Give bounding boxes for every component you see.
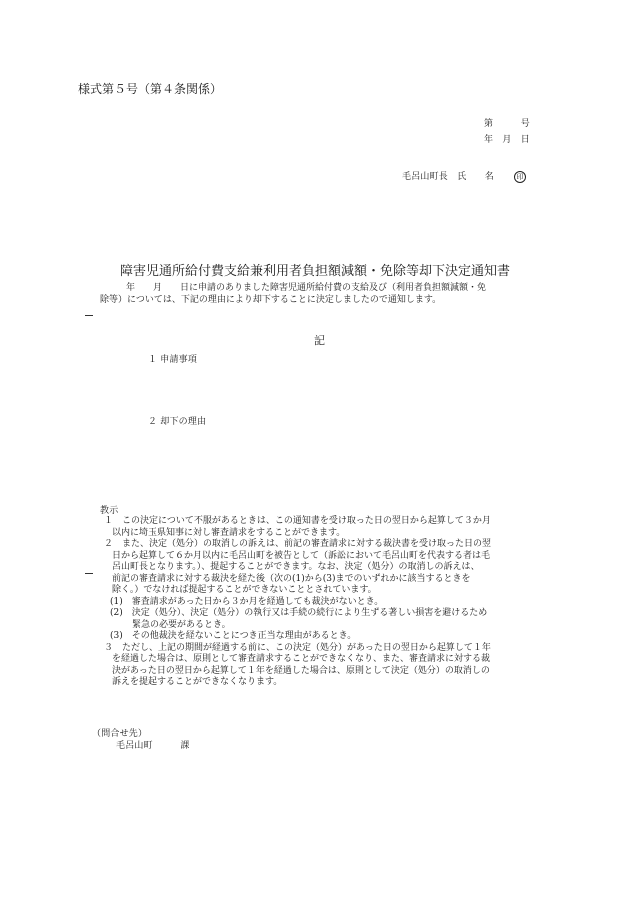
intro-paragraph — [100, 283, 486, 306]
fold-mark-top — [85, 315, 93, 316]
notice-body — [100, 516, 491, 689]
notice-line: (1) 審査請求があった日から３か月を経過しても裁決がないとき。 — [110, 596, 384, 607]
notice-line: 以内に埼玉県知事に対し審査請求をすることができます。 — [112, 527, 346, 538]
notice-line: 前記の審査請求に対する裁決を経た後（次の(1)から(3)までのいずれかに該当するときを — [112, 573, 471, 584]
section-application-items: １ 申請事項 — [148, 355, 198, 365]
notice-line: 呂山町長となります。）、提起することができます。なお、決定（処分）の取消しの訴えは、 — [112, 562, 480, 572]
ki-heading: 記 — [314, 334, 325, 347]
contact-label: （問合せ先） — [92, 729, 148, 739]
notice-line: 除く。）でなければ提起することができないこととされています。 — [112, 585, 377, 595]
notice-line: (2) 決定（処分）、決定（処分）の執行又は手続の続行により生ずる著しい損害を避けるため — [110, 608, 488, 618]
notice-line: １ この決定について不服があるときは、この通知書を受け取った日の翌日から起算して３か月 — [104, 516, 491, 526]
contact-department: 毛呂山町 課 — [116, 741, 190, 751]
form-number: 様式第５号（第４条関係） — [78, 82, 223, 96]
intro-line-2: 除等）については、下記の理由により却下することに決定しましたので通知します。 — [100, 294, 442, 305]
notice-line: (3) その他裁決を経ないことにつき正当な理由があるとき。 — [110, 631, 357, 641]
issue-date: 年 月 日 — [483, 135, 530, 145]
section-rejection-reason: ２ 却下の理由 — [148, 417, 207, 427]
notice-line: を経過した場合は、原則として審査請求することができなくなり、また、審査請求に対する裁 — [112, 654, 491, 664]
issuer — [402, 169, 526, 183]
document-number: 第 号 — [483, 119, 530, 129]
notice-line: 緊急の必要があるとき。 — [132, 619, 231, 630]
fold-mark-bottom — [85, 573, 93, 574]
document-title: 障害児通所給付費支給兼利用者負担額減額・免除等却下決定通知書 — [119, 264, 510, 279]
notice-line: ３ ただし、上記の期間が経過する前に、この決定（処分）があった日の翌日から起算して１年 — [104, 642, 491, 653]
seal-mark: 印 — [514, 171, 526, 183]
intro-line-1: 年 月 日に申請のありました障害児通所給付費の支給及び（利用者負担額減額・免 — [126, 283, 487, 293]
notice-line: ２ また、決定（処分）の取消しの訴えは、前記の審査請求に対する裁決書を受け取った日の翌 — [104, 539, 492, 549]
issuer-label: 毛呂山町長 氏 名 — [402, 172, 495, 182]
notice-line: 決があった日の翌日から起算して１年を経過した場合は、原則として決定（処分）の取消しの — [112, 665, 490, 676]
notice-line: 訴えを提起することができなくなります。 — [112, 677, 283, 687]
notice-line: 日から起算して６か月以内に毛呂山町を被告として（訴訟において毛呂山町を代表する者は毛 — [112, 550, 491, 561]
notice-heading: 教示 — [100, 506, 119, 516]
